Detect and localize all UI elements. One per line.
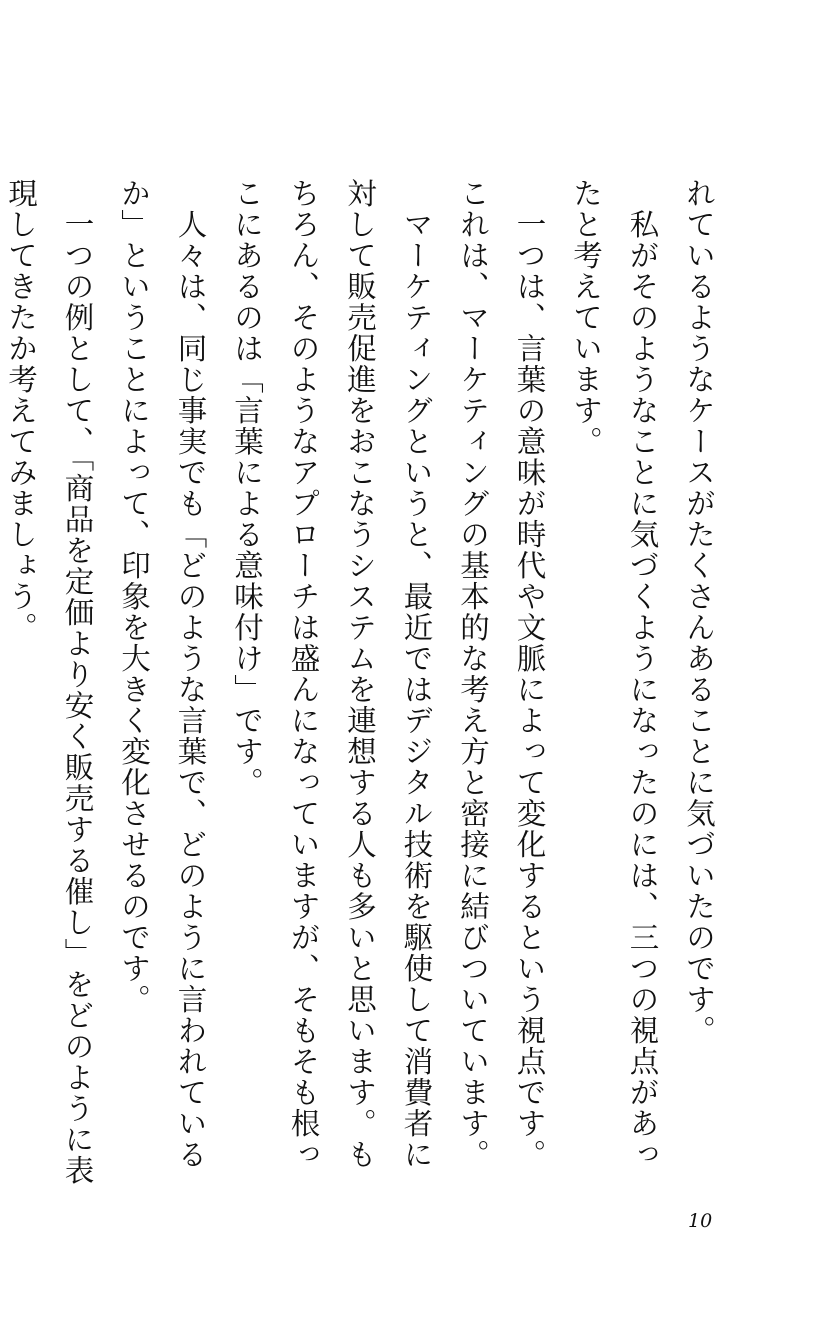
paragraph: マーケティングというと、最近ではデジタル技術を駆使して消費者に対して販売促進をおこなうシステムを連想する人も多いと思います。もちろん、そのようなアプローチは盛んになっていますが、そもそも根っこにあるのは「言葉による意味付け」です。: [230, 178, 434, 1170]
page-number: 10: [688, 1210, 713, 1232]
paragraph: 私がそのようなことに気づくようになったのには、三つの視点があったと考えています。: [569, 178, 660, 1170]
paragraph: 人々は、同じ事実でも「どのような言葉で、どのように言われているか」ということによって、印象を大きく変化させるのです。: [117, 178, 208, 1170]
vertical-text-body: [0, 178, 727, 1198]
paragraph: れているようなケースがたくさんあることに気づいたのです。: [682, 178, 716, 1046]
paragraph: 一つは、言葉の意味が時代や文脈によって変化するという視点です。これは、マーケティングの基本的な考え方と密接に結びついています。: [456, 178, 547, 1170]
paragraph: 一つの例として、「商品を定価より安く販売する催し」をどのように表現してきたか考えてみましょう。: [4, 178, 95, 1187]
